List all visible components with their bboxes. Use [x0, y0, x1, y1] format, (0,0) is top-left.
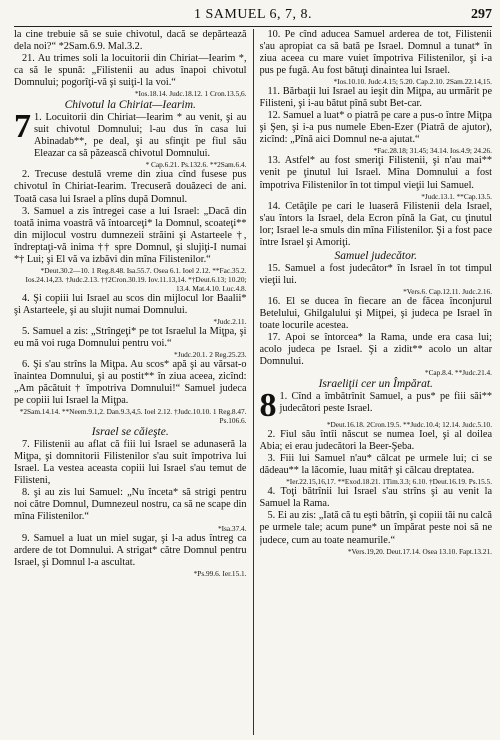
section-heading: Israel se căieşte.	[91, 426, 169, 439]
verse-text: 13. Astfel* au fost smeriţi Filistenii, şi n'au mai** venit pe ţinutul lui Israel. Mîna Domnului a fost împotriva Filistenilor în tot timpul vieţii lui Samuel.	[259, 155, 492, 191]
verse-text: 17. Apoi se întorcea* la Rama, unde era casa lui; acolo judeca pe Israel. Şi a zidit** acolo un altar Domnului.	[259, 331, 492, 368]
verse-text: la cine trebuie să se suie chivotul, dacă se depărtează dela noi?“ *2Sam.6.9. Mal.3.2.	[14, 29, 247, 53]
page-number: 297	[471, 7, 492, 22]
verse-text: 9. Samuel a luat un miel sugar, şi l-a adus întreg ca ardere de tot Domnului. A strigat* către Domnul pentru Israel, şi Domnul l-a ascultat.	[14, 532, 247, 568]
chapter-number: 8	[259, 387, 277, 425]
cross-reference: *Fac.28.18; 31.45; 34.14. Ios.4.9; 24.26.	[373, 146, 492, 156]
cross-reference: *Deut.30.2—10. 1 Reg.8.48. Isa.55.7. Osea 6.1. Ioel 2.12. **Fac.35.2. Ios.24.14,23. †Judc.2.13. ††2Cron.30.19. Iov.11.13,14. *†Deut.6.13; 10.20; 13.4. Mat.4.10. Luc.4.8.	[25, 265, 247, 293]
cross-reference: *Judc.20.1. 2 Reg.25.23.	[173, 349, 247, 359]
text-columns	[14, 29, 492, 735]
verse-text: 15. Samuel a fost judecător* în Israel în tot timpul vieţii lui.	[259, 262, 492, 286]
cross-reference: *Judc.2.11.	[213, 316, 247, 326]
cross-reference: *Vers.6. Cap.12.11. Judc.2.16.	[403, 286, 492, 296]
chapter-start	[14, 108, 247, 160]
cross-reference: *Vers.19,20. Deut.17.14. Osea 13.10. Fapt.13.21.	[347, 546, 492, 556]
cross-reference: *Cap.8.4. **Judc.21.4.	[424, 368, 492, 378]
verse-text: 7. Filistenii au aflat că fiii lui Israel se adunaseră la Miţpa, şi domnitorii Filistenilor s'au suit împotriva lui Israel. La vestea aceasta copiii lui Israel s'au temut de Filisteni,	[14, 439, 247, 487]
verse-text: 21. Au trimes soli la locuitorii din Chiriat—Iearim *, ca să le spună: „Filistenii au adus înapoi chivotul Domnului; pogorîţi-vă şi suiţi-l la voi.“	[14, 53, 247, 89]
verse-text: 5. Ei au zis: „Iată că tu eşti bătrîn, şi copiii tăi nu calcă pe urmele tale; acum pune* un împărat peste noi să ne judece, cum au toate neamurile.“	[259, 510, 492, 546]
cross-reference: *Ios.10.10. Judc.4.15; 5.20. Cap.2.10. 2Sam.22.14,15.	[333, 77, 492, 87]
page-header	[14, 4, 492, 27]
verse-text: 3. Samuel a zis întregei case a lui Israel: „Dacă din toată inima voastră vă întoarceţi* la Domnul, scoateţi** din mijlocul vostru dumnezeii străini şi Astarteele †, îndreptaţi-vă inima †† spre Domnul, şi slujiţi-I numai *† Lui; şi El vă va izbăvi din mîna Filistenilor.“	[14, 205, 247, 265]
section-heading: Chivotul la Chiriat—Iearim.	[64, 99, 196, 112]
cross-reference: *Ps.99.6. Ier.15.1.	[193, 568, 247, 578]
verse-text: 1. Cînd a îmbătrînit Samuel, a pus* pe fiii săi** judecători peste Israel.	[279, 391, 492, 415]
verse-text: 5. Samuel a zis: „Strîngeţi* pe tot Israelul la Miţpa, şi eu mă voi ruga Domnului pentru voi.“	[14, 325, 247, 349]
verse-text: 12. Samuel a luat* o piatră pe care a pus-o între Miţpa şi Şen, şi i-a pus numele Eben-Ezer (Piatră de ajutor), zicînd: „Pînă aici Domnul ne-a ajutat.“	[259, 110, 492, 146]
cross-reference: *Deut.16.18. 2Cron.19.5. **Judc.10.4; 12.14. Judc.5.10.	[326, 420, 492, 430]
verse-text: 14. Cetăţile pe cari le luaseră Filistenii dela Israel, s'au întors la Israel, dela Ecron pînă la Gat, cu ţinutul lor; Israel le-a smuls din mîna Filistenilor. Şi a fost pace între Israel şi Amoriţi.	[259, 200, 492, 248]
verse-text: 8. şi au zis lui Samuel: „Nu înceta* să strigi pentru noi către Domnul, Dumnezeul nostru, ca să ne scape din mîna Filistenilor.“	[14, 487, 247, 523]
verse-text: 1. Locuitorii din Chiriat—Iearim * au venit, şi au suit chivotul Domnului; l-au dus în casa lui Abinadab**, pe deal, şi au sfinţit pe fiul său Eleazar ca să păzească chivotul Domnului.	[34, 112, 247, 160]
verse-text: 16. El se ducea în fiecare an de făcea înconjurul Betelului, Ghilgalului şi Miţpei, şi judeca pe Israel în toate locurile acestea.	[259, 295, 492, 331]
verse-text: 2. Trecuse destulă vreme din ziua cînd fusese pus chivotul în Chiriat-Iearim. Trecuseră douăzeci de ani. Toată casa lui Israel a plîns după Domnul.	[14, 169, 247, 205]
cross-reference: *Ier.22.15,16,17. **Exod.18.21. 1Tim.3.3; 6.10. †Deut.16.19. Ps.15.5.	[286, 477, 492, 487]
cross-reference: *2Sam.14.14. **Neem.9.1,2. Dan.9.3,4,5. Ioel 2.12. †Judc.10.10. 1 Reg.8.47. Ps.106.6.	[19, 407, 247, 426]
cross-reference: *Ios.18.14. Judc.18.12. 1 Cron.13.5,6.	[134, 89, 247, 99]
section-heading: Samuel judecător.	[334, 249, 417, 262]
verse-text: 6. Şi s'au strîns la Miţpa. Au scos* apă şi au vărsat-o înaintea Domnului, şi au postit** în ziua aceea, zicînd: „Am păcătuit † împotriva Domnului!“ Samuel judeca pe copiii lui Israel la Miţpa.	[14, 358, 247, 407]
verse-text: 3. Fiii lui Samuel n'au* călcat pe urmele lui; ci se dădeau** la lăcomie, luau mită† şi călcau dreptatea.	[259, 453, 492, 477]
cross-reference: *Judc.13.1. **Cap.13.5.	[421, 191, 492, 201]
chapter-number: 7	[14, 108, 31, 146]
verse-text: 10. Pe cînd aducea Samuel arderea de tot, Filistenii s'au apropiat ca să bată pe Israel. Domnul a tunat* în ziua aceea cu mare vuiet împotriva Filistenilor, şi i-a pus pe fugă. Au fost bătuţi dinaintea lui Israel.	[259, 29, 492, 77]
verse-text: 4. Toţi bătrînii lui Israel s'au strîns şi au venit la Samuel la Rama.	[259, 486, 492, 510]
verse-text: 2. Fiul său întîi născut se numea Ioel, şi al doilea Abia; ei erau judecători la Beer-Şeba.	[259, 429, 492, 453]
section-heading: Israeliţii cer un Împărat.	[318, 378, 433, 391]
right-column	[260, 29, 493, 735]
column-divider	[253, 29, 254, 735]
cross-reference: * Cap.6.21. Ps.132.6. **2Sam.6.4.	[145, 160, 247, 170]
running-title: 1 SAMUEL 6, 7, 8.	[193, 7, 313, 22]
left-column	[14, 29, 247, 735]
verse-text: 11. Bărbaţii lui Israel au ieşit din Miţpa, au urmărit pe Filisteni, şi i-au bătut pînă subt Bet-car.	[259, 86, 492, 110]
cross-reference: *Isa.37.4.	[217, 523, 247, 533]
verse-text: 4. Şi copiii lui Israel au scos din mijlocul lor Baalii* şi Astarteele, şi au slujit numai Domnului.	[14, 292, 247, 316]
